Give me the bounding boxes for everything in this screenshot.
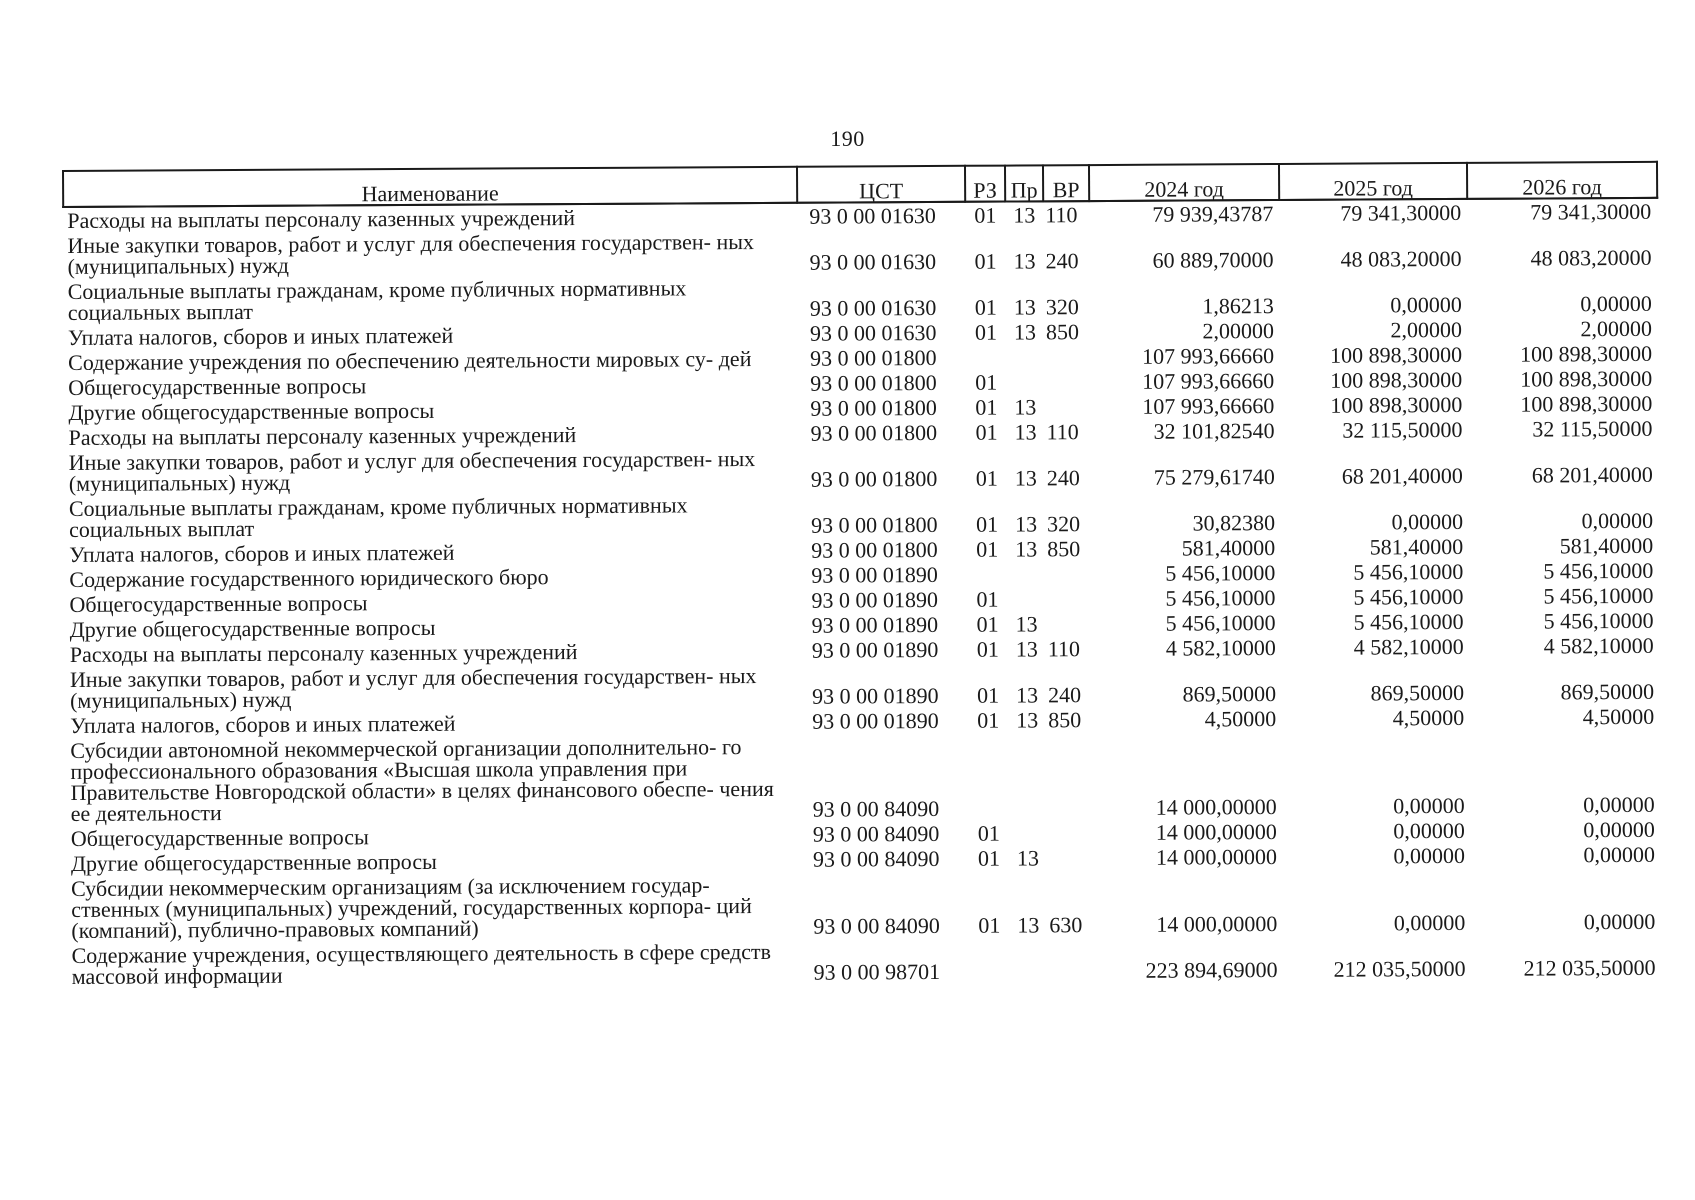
row-vr: 110 bbox=[1046, 419, 1079, 445]
row-value-2024: 75 279,61740 bbox=[1153, 464, 1275, 490]
row-vr bbox=[1045, 586, 1091, 611]
row-rz bbox=[969, 938, 1009, 984]
table-row bbox=[67, 934, 1661, 989]
row-value-2025: 869,50000 bbox=[1370, 679, 1465, 706]
row-name: Уплата налогов, сборов и иных платежей bbox=[69, 539, 455, 567]
row-name: Общегосударственные вопросы bbox=[68, 373, 367, 400]
row-cst: 93 0 00 01890 bbox=[811, 561, 938, 588]
row-value-2025: 4,50000 bbox=[1392, 704, 1465, 731]
row-value-2025: 0,00000 bbox=[1390, 291, 1462, 318]
row-value-2025: 0,00000 bbox=[1393, 842, 1466, 869]
row-name: Уплата налогов, сборов и иных платежей bbox=[70, 710, 456, 738]
row-pr: 13 bbox=[1013, 202, 1036, 228]
row-vr: 630 bbox=[1049, 912, 1083, 938]
row-value-2026: 0,00000 bbox=[1580, 290, 1652, 317]
row-name: Расходы на выплаты персоналу казенных учреждений bbox=[69, 639, 578, 667]
row-rz bbox=[966, 345, 1006, 370]
row-value-2025: 32 115,50000 bbox=[1342, 416, 1463, 443]
table-row bbox=[67, 867, 1661, 943]
row-name: Содержание учреждения, осуществляющего деятельность в сфере средств массовой информации bbox=[71, 938, 772, 989]
row-rz: 01 bbox=[974, 319, 998, 345]
row-rz: 01 bbox=[976, 586, 999, 612]
row-name: Расходы на выплаты персоналу казенных учреждений bbox=[68, 422, 577, 450]
row-vr bbox=[1047, 820, 1093, 845]
row-rz: 01 bbox=[976, 611, 999, 637]
page-number: 190 bbox=[830, 126, 865, 151]
row-vr: 320 bbox=[1046, 511, 1081, 537]
row-vr bbox=[1047, 845, 1093, 870]
row-cst: 93 0 00 01630 bbox=[809, 248, 937, 275]
row-name: Субсидии автономной некоммерческой организации дополнительно- го профессионального образования «Высшая школа управления при Правительстве Новгородской области» в целях финансового обеспе- чения ее деятельности bbox=[70, 734, 774, 826]
table-row bbox=[66, 729, 1660, 826]
row-value-2026: 2,00000 bbox=[1580, 315, 1653, 342]
row-vr bbox=[1046, 611, 1092, 636]
row-name: Содержание учреждения по обеспечению деятельности мировых су- дей bbox=[68, 346, 752, 375]
row-value-2024: 5 456,10000 bbox=[1165, 585, 1276, 611]
row-value-2024: 5 456,10000 bbox=[1165, 560, 1276, 586]
row-value-2024: 79 939,43787 bbox=[1152, 201, 1274, 227]
row-name: Общегосударственные вопросы bbox=[69, 590, 368, 617]
row-value-2025: 0,00000 bbox=[1391, 508, 1464, 535]
row-pr bbox=[1007, 561, 1045, 586]
row-value-2025: 100 898,30000 bbox=[1330, 391, 1463, 418]
row-vr bbox=[1044, 394, 1090, 419]
row-name: Уплата налогов, сборов и иных платежей bbox=[67, 322, 454, 350]
row-vr: 110 bbox=[1045, 202, 1078, 228]
row-value-2026: 5 456,10000 bbox=[1543, 557, 1654, 584]
row-pr: 13 bbox=[1015, 682, 1039, 708]
row-value-2025: 212 035,50000 bbox=[1333, 955, 1466, 982]
header-rz: РЗ bbox=[965, 166, 1005, 202]
row-pr: 13 bbox=[1013, 248, 1036, 274]
row-value-2025: 5 456,10000 bbox=[1353, 583, 1464, 610]
row-pr bbox=[1006, 369, 1044, 394]
row-value-2024: 107 993,66660 bbox=[1142, 393, 1275, 419]
row-value-2024: 1,86213 bbox=[1202, 293, 1274, 319]
row-rz: 01 bbox=[977, 707, 1000, 733]
row-value-2025: 4 582,10000 bbox=[1353, 633, 1464, 660]
row-value-2025: 0,00000 bbox=[1393, 817, 1465, 844]
row-value-2026: 0,00000 bbox=[1583, 816, 1655, 843]
row-value-2024: 4,50000 bbox=[1204, 706, 1277, 732]
row-vr bbox=[1044, 344, 1090, 369]
row-value-2026: 5 456,10000 bbox=[1543, 582, 1654, 609]
row-rz: 01 bbox=[974, 294, 997, 320]
row-value-2026: 5 456,10000 bbox=[1543, 607, 1654, 634]
row-name: Социальные выплаты гражданам, кроме публичных нормативных социальных выплат bbox=[67, 275, 687, 325]
row-value-2024: 4 582,10000 bbox=[1165, 635, 1276, 661]
row-value-2026: 32 115,50000 bbox=[1532, 415, 1653, 442]
row-name: Другие общегосударственные вопросы bbox=[69, 614, 436, 642]
row-name: Социальные выплаты гражданам, кроме публичных нормативных социальных выплат bbox=[68, 492, 688, 542]
row-rz: 01 bbox=[976, 682, 1000, 708]
row-value-2026: 4,50000 bbox=[1582, 703, 1655, 730]
row-cst: 93 0 00 84090 bbox=[812, 795, 940, 822]
row-cst: 93 0 00 84090 bbox=[813, 912, 940, 939]
row-value-2025: 0,00000 bbox=[1393, 909, 1466, 936]
row-vr: 850 bbox=[1045, 319, 1080, 345]
header-2024: 2024 год bbox=[1089, 164, 1279, 201]
row-pr: 13 bbox=[1016, 707, 1039, 733]
row-rz: 01 bbox=[975, 394, 998, 420]
row-value-2025: 100 898,30000 bbox=[1330, 341, 1463, 368]
row-value-2026: 48 083,20000 bbox=[1530, 244, 1652, 271]
row-value-2026: 869,50000 bbox=[1560, 678, 1655, 705]
row-rz: 01 bbox=[974, 202, 997, 228]
row-value-2025: 2,00000 bbox=[1390, 316, 1463, 343]
header-2026: 2026 год bbox=[1467, 162, 1657, 199]
budget-table bbox=[62, 161, 1663, 989]
row-rz: 01 bbox=[976, 636, 999, 662]
row-rz: 01 bbox=[978, 912, 1001, 938]
row-value-2026: 212 035,50000 bbox=[1523, 954, 1656, 981]
row-name: Содержание государственного юридического бюро bbox=[69, 564, 549, 592]
row-value-2024: 869,50000 bbox=[1182, 681, 1277, 707]
row-vr: 850 bbox=[1048, 707, 1082, 733]
row-pr bbox=[1006, 344, 1044, 369]
row-value-2026: 100 898,30000 bbox=[1520, 340, 1653, 367]
row-value-2024: 581,40000 bbox=[1181, 535, 1276, 561]
row-rz: 01 bbox=[975, 369, 998, 395]
row-value-2026: 100 898,30000 bbox=[1520, 390, 1653, 417]
row-name: Общегосударственные вопросы bbox=[70, 824, 369, 851]
row-cst: 93 0 00 01890 bbox=[811, 682, 939, 709]
row-rz: 01 bbox=[975, 511, 999, 537]
row-pr: 13 bbox=[1016, 845, 1040, 871]
row-rz: 01 bbox=[977, 845, 1001, 871]
row-value-2024: 32 101,82540 bbox=[1153, 418, 1275, 444]
row-pr: 13 bbox=[1015, 611, 1038, 637]
header-name: Наименование bbox=[63, 167, 797, 207]
row-vr: 110 bbox=[1047, 636, 1081, 662]
row-vr: 240 bbox=[1047, 682, 1082, 708]
row-value-2024: 14 000,00000 bbox=[1155, 844, 1278, 870]
row-name: Иные закупки товаров, работ и услуг для обеспечения государствен- ных (муниципальных) нужд bbox=[69, 663, 757, 713]
budget-table-container bbox=[62, 161, 1661, 989]
row-value-2024: 107 993,66660 bbox=[1142, 343, 1275, 369]
row-value-2026: 100 898,30000 bbox=[1520, 365, 1653, 392]
row-vr: 850 bbox=[1047, 536, 1081, 562]
row-value-2026: 0,00000 bbox=[1583, 791, 1655, 818]
row-name: Иные закупки товаров, работ и услуг для обеспечения государствен- ных (муниципальных) нужд bbox=[68, 446, 756, 496]
row-value-2024: 60 889,70000 bbox=[1152, 247, 1274, 273]
row-value-2024: 5 456,10000 bbox=[1165, 610, 1276, 636]
row-pr: 13 bbox=[1015, 536, 1038, 562]
row-name: Другие общегосударственные вопросы bbox=[70, 848, 437, 876]
row-cst: 93 0 00 01630 bbox=[809, 202, 936, 229]
row-rz bbox=[968, 733, 1009, 821]
row-value-2024: 223 894,69000 bbox=[1145, 957, 1278, 983]
row-cst: 93 0 00 01800 bbox=[810, 419, 938, 446]
row-pr: 13 bbox=[1015, 636, 1038, 662]
row-rz: 01 bbox=[977, 820, 1000, 846]
row-name: Субсидии некоммерческим организациям (за исключением государ- ственных (муниципальных) учреждений, государственных корпора- ций (компаний), публично-правовых компаний) bbox=[71, 872, 752, 943]
row-vr bbox=[1046, 732, 1093, 820]
row-pr: 13 bbox=[1014, 465, 1037, 491]
header-2025: 2025 год bbox=[1279, 163, 1467, 200]
table-row bbox=[63, 224, 1657, 279]
row-cst: 93 0 00 01630 bbox=[809, 294, 937, 321]
row-value-2024: 30,82380 bbox=[1192, 510, 1276, 536]
row-vr: 320 bbox=[1045, 294, 1079, 320]
row-cst: 93 0 00 84090 bbox=[812, 820, 940, 847]
row-cst: 93 0 00 01800 bbox=[810, 344, 937, 371]
header-pr: Пр bbox=[1005, 165, 1043, 201]
row-cst: 93 0 00 01800 bbox=[810, 511, 938, 538]
row-cst: 93 0 00 98701 bbox=[813, 958, 941, 985]
row-pr: 13 bbox=[1017, 912, 1040, 938]
row-pr: 13 bbox=[1013, 294, 1036, 320]
row-name: Расходы на выплаты персоналу казенных учреждений bbox=[67, 205, 576, 233]
row-value-2025: 5 456,10000 bbox=[1353, 558, 1464, 585]
row-value-2026: 68 201,40000 bbox=[1531, 461, 1653, 488]
row-cst: 93 0 00 01800 bbox=[810, 394, 937, 421]
row-value-2025: 100 898,30000 bbox=[1330, 366, 1463, 393]
row-value-2026: 79 341,30000 bbox=[1530, 198, 1652, 225]
header-cst: ЦСТ bbox=[797, 166, 965, 203]
row-rz bbox=[967, 562, 1007, 587]
row-value-2024: 2,00000 bbox=[1202, 318, 1275, 344]
row-value-2026: 0,00000 bbox=[1581, 507, 1654, 534]
row-value-2024: 14 000,00000 bbox=[1156, 911, 1278, 937]
row-value-2026: 0,00000 bbox=[1583, 841, 1656, 868]
row-pr: 13 bbox=[1014, 394, 1037, 420]
row-cst: 93 0 00 01800 bbox=[810, 369, 937, 396]
row-vr bbox=[1044, 369, 1090, 394]
row-cst: 93 0 00 01890 bbox=[811, 586, 939, 613]
row-value-2026: 4 582,10000 bbox=[1543, 632, 1654, 659]
row-value-2025: 5 456,10000 bbox=[1353, 608, 1464, 635]
row-value-2026: 581,40000 bbox=[1559, 532, 1654, 559]
row-cst: 93 0 00 01630 bbox=[809, 319, 937, 346]
row-value-2024: 14 000,00000 bbox=[1155, 819, 1277, 845]
row-vr: 240 bbox=[1045, 248, 1079, 274]
row-value-2025: 68 201,40000 bbox=[1341, 462, 1463, 489]
row-value-2025: 0,00000 bbox=[1393, 792, 1465, 819]
row-value-2025: 48 083,20000 bbox=[1340, 245, 1462, 272]
row-pr: 13 bbox=[1013, 319, 1037, 345]
row-cst: 93 0 00 84090 bbox=[812, 845, 940, 872]
row-pr: 13 bbox=[1014, 419, 1037, 445]
row-pr bbox=[1009, 820, 1047, 845]
row-cst: 93 0 00 01800 bbox=[811, 536, 938, 563]
row-rz: 01 bbox=[974, 248, 997, 274]
row-vr: 240 bbox=[1046, 465, 1080, 491]
row-value-2026: 0,00000 bbox=[1583, 908, 1656, 935]
row-rz: 01 bbox=[975, 465, 998, 491]
row-vr bbox=[1045, 561, 1091, 586]
header-vr: ВР bbox=[1043, 165, 1089, 201]
row-rz: 01 bbox=[975, 419, 998, 445]
row-value-2025: 79 341,30000 bbox=[1340, 199, 1462, 226]
row-name: Иные закупки товаров, работ и услуг для обеспечения государствен- ных (муниципальных) нужд bbox=[67, 229, 755, 279]
row-value-2024: 107 993,66660 bbox=[1142, 368, 1275, 394]
row-pr bbox=[1007, 586, 1045, 611]
row-pr: 13 bbox=[1014, 511, 1038, 537]
row-cst: 93 0 00 01800 bbox=[810, 465, 938, 492]
row-cst: 93 0 00 01890 bbox=[812, 707, 939, 734]
table-row bbox=[65, 441, 1659, 496]
row-vr bbox=[1047, 937, 1093, 983]
row-cst: 93 0 00 01890 bbox=[811, 611, 939, 638]
row-pr bbox=[1009, 937, 1047, 983]
row-value-2024: 14 000,00000 bbox=[1155, 794, 1277, 820]
row-cst: 93 0 00 01890 bbox=[811, 636, 939, 663]
row-pr bbox=[1008, 732, 1047, 820]
table-body bbox=[63, 198, 1661, 989]
row-rz: 01 bbox=[976, 536, 999, 562]
row-name: Другие общегосударственные вопросы bbox=[68, 397, 435, 425]
row-value-2025: 581,40000 bbox=[1369, 533, 1464, 560]
